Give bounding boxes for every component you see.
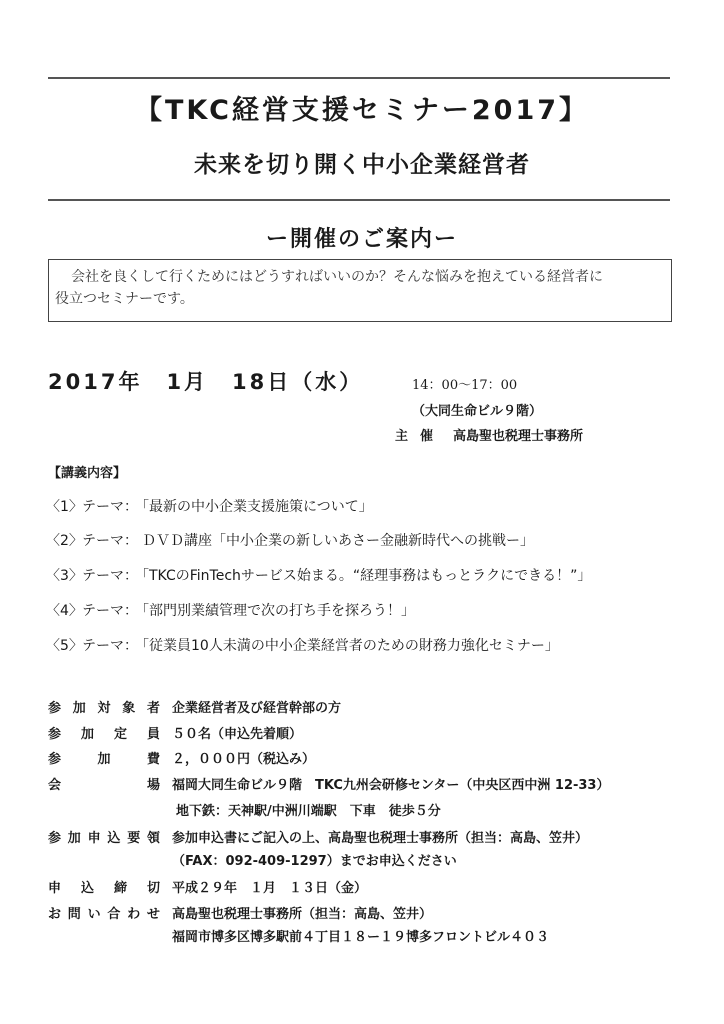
host-label: 主催 [395, 429, 446, 444]
lecture-number: 〈2〉 [46, 533, 83, 549]
lecture-number: 〈5〉 [46, 638, 83, 654]
lecture-colon: ： [124, 499, 138, 515]
detail-label: 参 加 申 込 要 領 [48, 831, 160, 846]
event-venue-short: （大同生命ビル９階） [412, 404, 543, 419]
lecture-colon: ： [124, 533, 138, 549]
apply-fax: （FAX：092-409-1297）までお申込ください [172, 854, 457, 869]
detail-value: 企業経営者及び経営幹部の方 [172, 701, 342, 716]
event-date: 2017年 1月 18日（水） [48, 370, 364, 394]
lecture-item [46, 635, 559, 655]
lecture-label: テーマ [82, 638, 124, 654]
detail-value: 高島聖也税理士事務所（担当：高島、笠井） [172, 907, 433, 922]
intro-line-1: 会社を良くして行くためにはどうすればいいのか？そんな悩みを抱えている経営者に [71, 269, 603, 285]
venue-access: 地下鉄：天神駅/中洲川端駅 下車 徒歩５分 [176, 804, 441, 819]
lecture-title: 「従業員10人未満の中小企業経営者のための財務力強化セミナー」 [142, 638, 559, 654]
event-time: 14：00〜17：00 [412, 378, 518, 393]
lecture-colon: ： [124, 638, 138, 654]
guide-heading: ー開催のご案内ー [265, 227, 458, 252]
seminar-title: 【TKC経営支援セミナー2017】 [134, 95, 590, 126]
lecture-label: テーマ [82, 568, 124, 584]
lecture-label: テーマ [82, 499, 124, 515]
lecture-item [46, 530, 534, 550]
detail-value: 平成２９年 １月 １３日（金） [172, 881, 368, 896]
lecture-item [46, 600, 415, 620]
intro-box [48, 259, 672, 322]
lecture-item [46, 496, 373, 516]
lecture-colon: ： [124, 568, 138, 584]
lectures-heading: 【講義内容】 [48, 466, 127, 481]
host-name: 高島聖也税理士事務所 [453, 429, 584, 444]
top-rule [48, 77, 670, 79]
lecture-label: テーマ [82, 603, 124, 619]
lecture-colon: ： [124, 603, 138, 619]
lecture-title: 「TKCのFinTechサービス始まる。“経理事務はもっとラクにできる！”」 [142, 568, 592, 584]
contact-address: 福岡市博多区博多駅前４丁目１８ー１９博多フロントビル４０３ [172, 930, 550, 945]
lecture-number: 〈4〉 [46, 603, 83, 619]
detail-value: 福岡大同生命ビル９階 TKC九州会研修センター（中央区西中洲 12-33） [172, 778, 610, 793]
detail-label: 申 込 締 切 [48, 881, 160, 896]
detail-value: ２，０００円（税込み） [172, 752, 316, 767]
event-host [395, 425, 583, 444]
middle-rule [48, 199, 670, 201]
detail-label: 参 加 定 員 [48, 727, 160, 742]
detail-value: 参加申込書にご記入の上、高島聖也税理士事務所（担当：高島、笠井） [172, 831, 589, 846]
detail-label: お 問 い 合 わ せ [48, 907, 160, 922]
lecture-item [46, 565, 591, 585]
lecture-number: 〈1〉 [46, 499, 83, 515]
lecture-title: 「部門別業績管理で次の打ち手を探ろう！」 [142, 603, 415, 619]
lecture-title: ＤＶＤ講座「中小企業の新しいあさー金融新時代への挑戦ー」 [142, 533, 534, 549]
detail-value: ５０名（申込先着順） [172, 727, 303, 742]
lecture-number: 〈3〉 [46, 568, 83, 584]
seminar-subtitle: 未来を切り開く中小企業経営者 [194, 152, 530, 178]
detail-label: 参 加 対 象 者 [48, 701, 160, 716]
lecture-label: テーマ [82, 533, 124, 549]
detail-label: 参 加 費 [48, 752, 160, 767]
detail-label: 会 場 [48, 778, 160, 793]
lecture-title: 「最新の中小企業支援施策について」 [142, 499, 373, 515]
intro-line-2: 役立つセミナーです。 [55, 291, 194, 307]
